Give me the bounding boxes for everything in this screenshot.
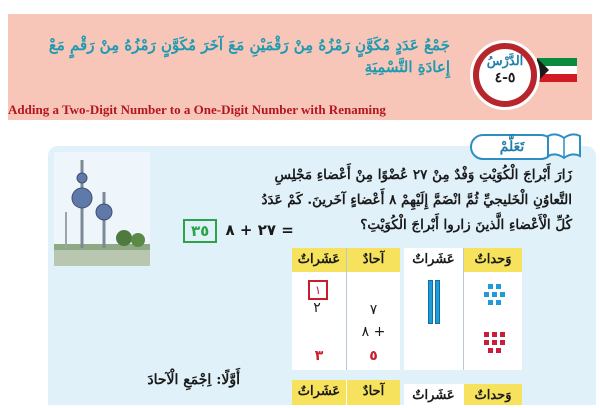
lesson-label: الدَّرْسُ xyxy=(486,54,524,69)
unit-cube-blue xyxy=(496,300,501,305)
blk2-header-ones: وَحداتٌ xyxy=(464,384,522,405)
lesson-number: ٥-٤ xyxy=(494,70,516,86)
unit-cube-red xyxy=(484,340,489,345)
pv2-header-tens: عَشَراتٌ xyxy=(292,380,346,405)
blk-header-tens: عَشَراتٌ xyxy=(404,248,463,272)
unit-cube-blue xyxy=(484,292,489,297)
lesson-title-arabic: جَمْعُ عَدَدٍ مُكَوَّنٍ رَمْزُهُ مِنْ رَقْمَيْنِ مَعَ آخَرَ مُكَوَّنٍ رَمْزُهُ مِنْ رَقْمٍ مَعْ إِعادَةِ التَّسْمِيَةِ xyxy=(48,36,450,76)
answer-box: ٣٥ xyxy=(183,219,217,243)
base-ten-blocks-table-2 xyxy=(404,384,522,405)
unit-cube-red xyxy=(492,332,497,337)
equation-expression: ٢٧ + ٨ = xyxy=(225,221,294,239)
unit-cube-blue xyxy=(496,284,501,289)
pv-addend: ٨ + xyxy=(361,324,386,340)
pv2-header-ones: آحادٌ xyxy=(347,380,400,405)
pv-header-tens: عَشَراتٌ xyxy=(292,248,346,272)
kuwait-towers-image xyxy=(54,152,150,266)
place-value-table-2 xyxy=(292,380,400,405)
unit-cube-red xyxy=(496,348,501,353)
unit-cube-blue xyxy=(500,292,505,297)
unit-cube-red xyxy=(500,340,505,345)
pv-ones-digit: ٧ xyxy=(369,302,378,318)
unit-cube-red xyxy=(488,348,493,353)
ten-rod xyxy=(435,280,440,324)
base-ten-blocks-table xyxy=(404,248,522,370)
open-book-icon xyxy=(546,132,582,160)
pv-result-tens: ٣ xyxy=(314,348,324,364)
unit-cube-blue xyxy=(488,300,493,305)
carry-digit: ١ xyxy=(308,280,328,300)
pv-tens-digit: ٢ xyxy=(313,300,321,316)
unit-cube-red xyxy=(500,332,505,337)
unit-cube-red xyxy=(492,340,497,345)
unit-cube-blue xyxy=(492,292,497,297)
lesson-title-english: Adding a Two-Digit Number to a One-Digit Number with Renaming xyxy=(8,102,386,117)
blk-header-ones: وَحداتٌ xyxy=(464,248,522,272)
addition-equation xyxy=(183,218,294,242)
learn-label: تَعَلَّمْ xyxy=(470,134,554,160)
pv-header-ones: آحادٌ xyxy=(347,248,400,272)
step-one-text: أَوَّلًا: اِجْمَعِ الْآحادَ xyxy=(147,372,240,388)
blk2-header-tens: عَشَراتٌ xyxy=(412,388,455,403)
kuwait-flag-icon xyxy=(537,58,577,82)
unit-cube-red xyxy=(484,332,489,337)
unit-cube-blue xyxy=(488,284,493,289)
pv-result-ones: ٥ xyxy=(369,348,378,364)
lesson-badge xyxy=(470,40,540,110)
word-problem-text: زَارَ أَبْراجَ الْكُوَيْتِ وَفْدٌ مِنْ ٢٧ عُضْوًا مِنْ أَعْضاءِ مَجْلِسِ التَّعاوُنِ الْخَليجيِّ ثُمَّ انْضَمَّ إِلَيْهِمْ ٨ أَعْضاءٍ آخَرينَ. كَمْ عَدَدُ كُلِّ الْأَعْضاءِ الَّذينَ زاروا أَبْراجَ الْكُوَيْتِ؟ xyxy=(261,167,572,233)
place-value-table xyxy=(292,248,400,370)
ten-rod xyxy=(428,280,433,324)
